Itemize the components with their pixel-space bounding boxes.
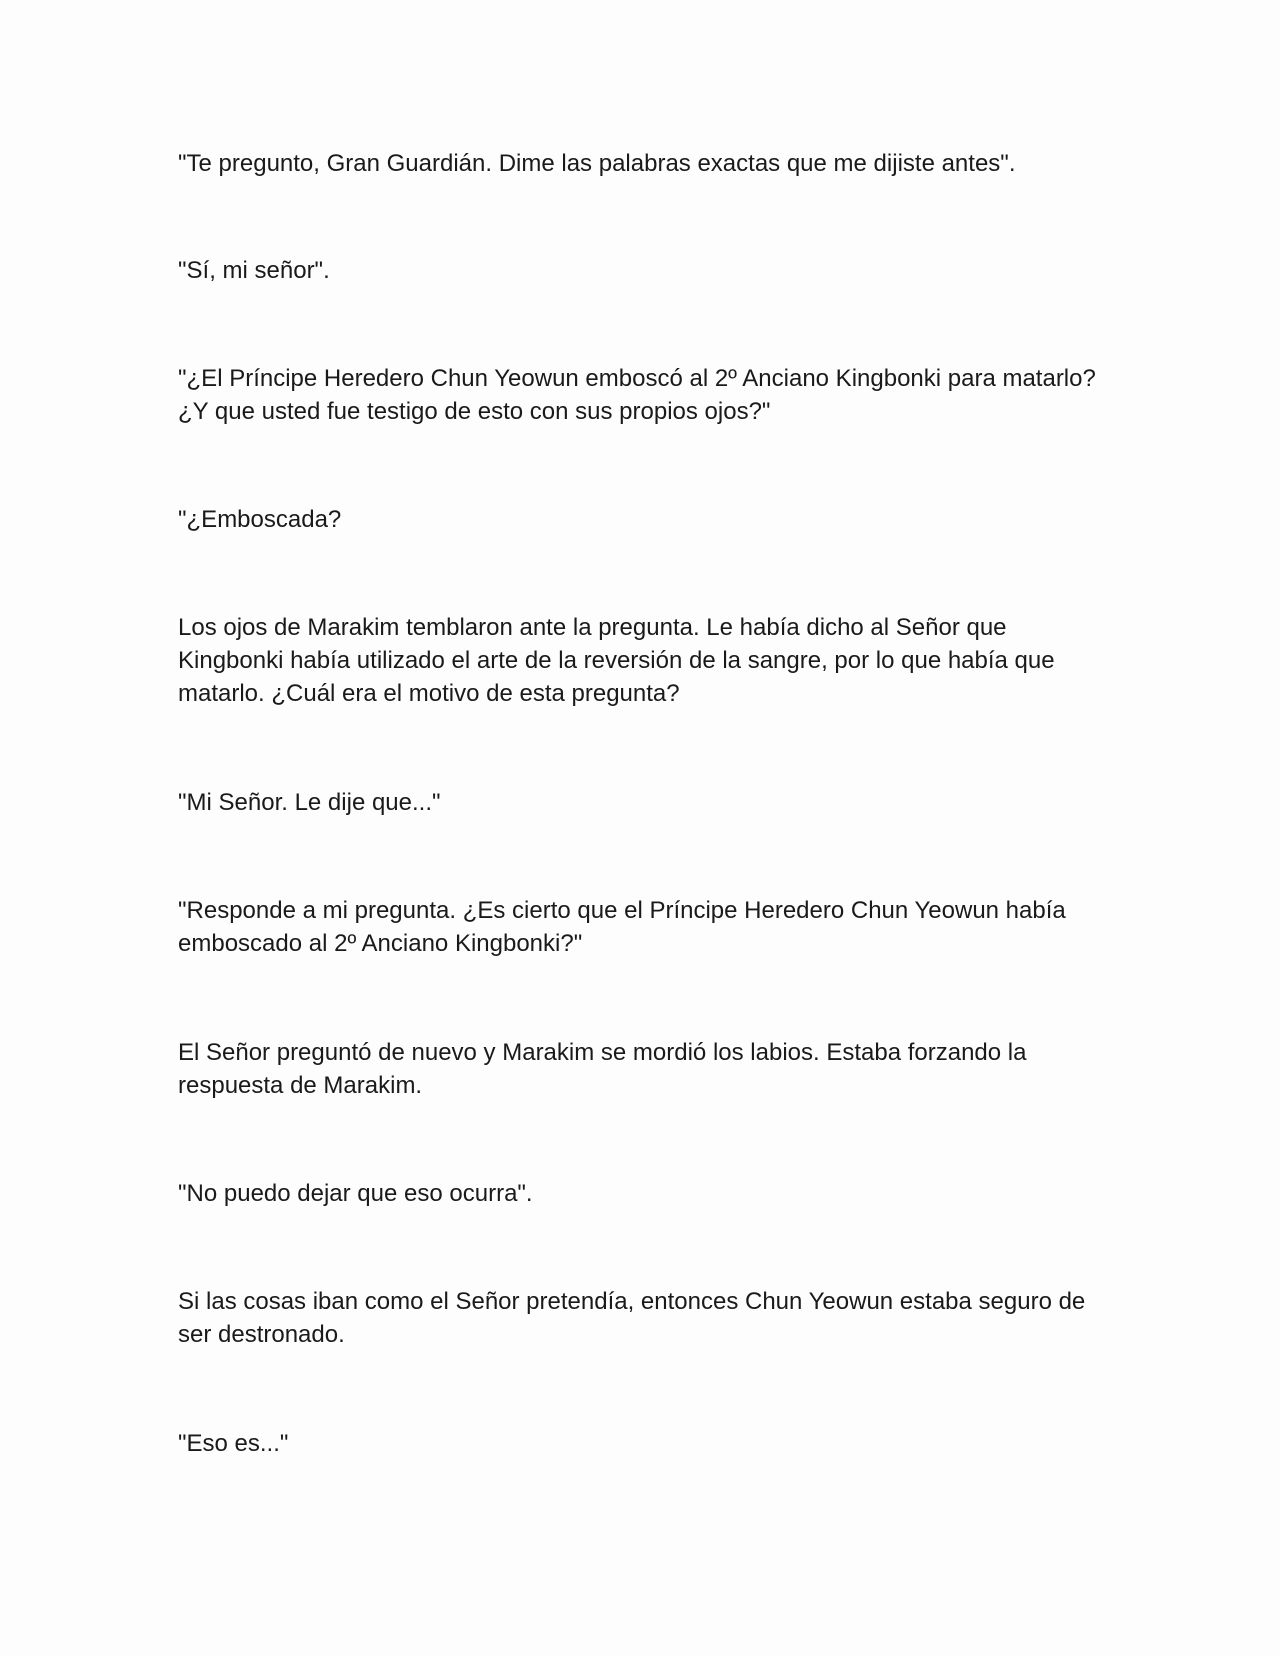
paragraph-3: "¿El Príncipe Heredero Chun Yeowun emboscó al 2º Anciano Kingbonki para matarlo? ¿Y que usted fue testigo de esto con sus propios ojos?" [178,365,1096,425]
paragraph-7: "Responde a mi pregunta. ¿Es cierto que el Príncipe Heredero Chun Yeowun había emboscado al 2º Anciano Kingbonki?" [178,897,1066,957]
paragraph-8: El Señor preguntó de nuevo y Marakim se mordió los labios. Estaba forzando la respuesta de Marakim. [178,1039,1027,1099]
paragraph-5: Los ojos de Marakim temblaron ante la pregunta. Le había dicho al Señor que Kingbonki había utilizado el arte de la reversión de la sangre, por lo que había que matarlo. ¿Cuál era el motivo de esta pregunta? [178,614,1055,707]
paragraph-10: Si las cosas iban como el Señor pretendía, entonces Chun Yeowun estaba seguro de ser destronado. [178,1288,1086,1348]
paragraph-6: "Mi Señor. Le dije que..." [178,789,441,816]
paragraph-1: "Te pregunto, Gran Guardián. Dime las palabras exactas que me dijiste antes". [178,150,1016,177]
paragraph-11: "Eso es..." [178,1430,289,1457]
paragraph-2: "Sí, mi señor". [178,257,330,284]
paragraph-4: "¿Emboscada? [178,506,342,533]
paragraph-9: "No puedo dejar que eso ocurra". [178,1180,533,1207]
